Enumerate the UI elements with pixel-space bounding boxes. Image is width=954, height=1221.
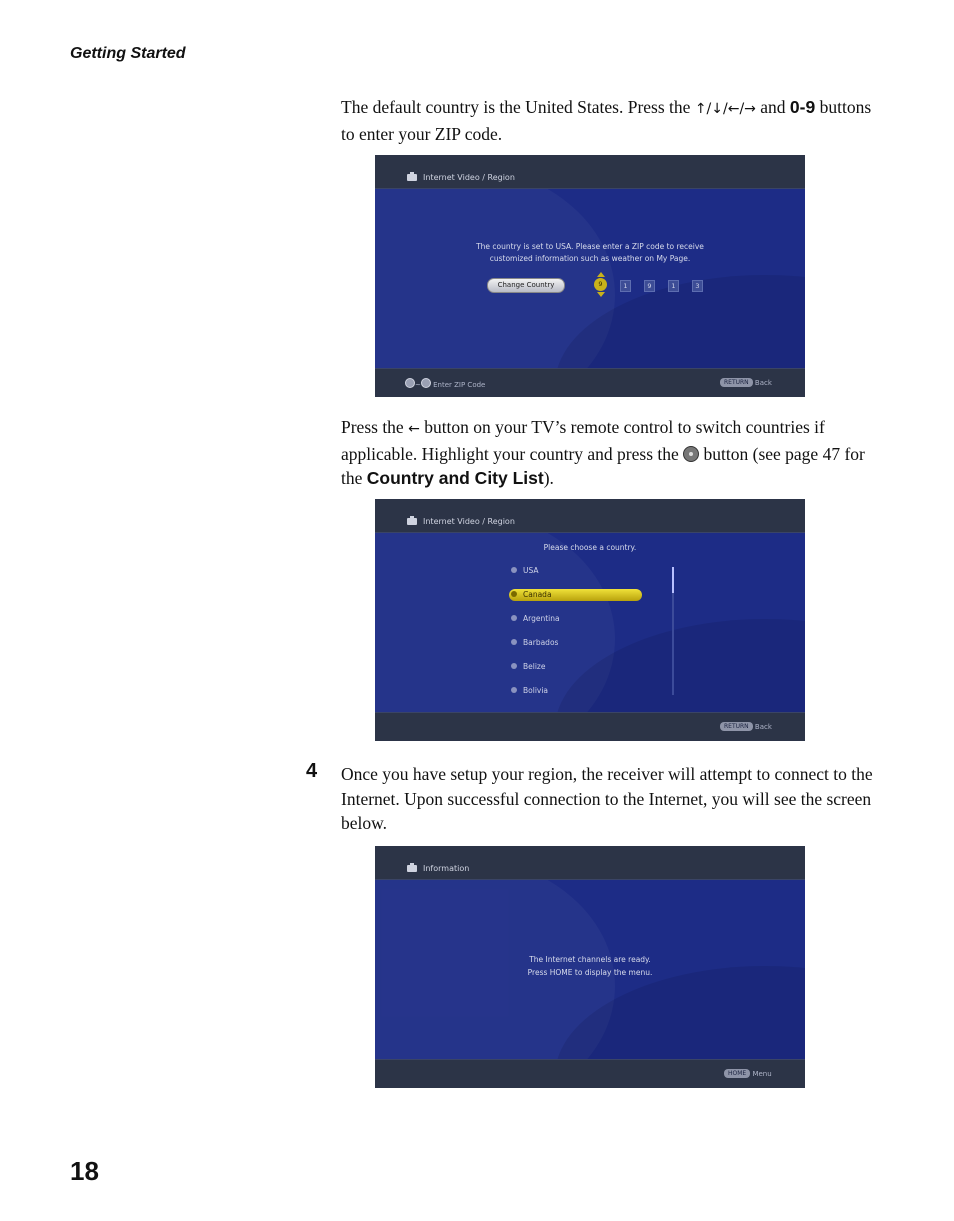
home-menu-hint: HOME Menu bbox=[724, 1069, 772, 1078]
toolbox-icon bbox=[407, 174, 417, 181]
return-key-tag: RETURN bbox=[720, 378, 753, 387]
number-key-icon bbox=[421, 378, 431, 388]
instruction-country: Press the ← button on your TV’s remote control to switch countries if applicable. Highlight your country and press the button (see page 47 for the Country and City List). bbox=[341, 417, 865, 488]
country-item-barbados[interactable]: Barbados bbox=[511, 637, 558, 649]
zip-digit-5[interactable]: 3 bbox=[692, 280, 703, 292]
zip-message-line2: customized information such as weather on My Page. bbox=[489, 254, 691, 263]
screen-title-bar bbox=[375, 846, 805, 880]
info-message-line2: Press HOME to display the menu. bbox=[527, 968, 653, 977]
country-item-argentina[interactable]: Argentina bbox=[511, 613, 560, 625]
enter-button-icon bbox=[683, 446, 699, 462]
zip-digit-4[interactable]: 1 bbox=[668, 280, 679, 292]
zip-message-line1: The country is set to USA. Please enter a ZIP code to receive bbox=[476, 242, 704, 251]
toolbox-icon bbox=[407, 518, 417, 525]
screenshot-information bbox=[375, 846, 805, 1088]
screenshot-country-list bbox=[375, 499, 805, 741]
change-country-button[interactable]: Change Country bbox=[487, 278, 565, 293]
arrow-buttons-icon: ↑/↓/←/→ bbox=[694, 101, 756, 117]
down-arrow-icon bbox=[597, 292, 605, 297]
country-item-usa[interactable]: USA bbox=[511, 565, 539, 577]
step-number: 4 bbox=[306, 760, 318, 782]
enter-zip-hint: ~ Enter ZIP Code bbox=[405, 378, 485, 389]
screen-footer bbox=[375, 368, 805, 397]
screen-title: Internet Video / Region bbox=[423, 517, 515, 526]
country-item-bolivia[interactable]: Bolivia bbox=[511, 685, 548, 697]
screen-footer bbox=[375, 1059, 805, 1088]
return-key-tag: RETURN bbox=[720, 722, 753, 731]
country-item-belize[interactable]: Belize bbox=[511, 661, 545, 673]
screen-title-bar bbox=[375, 499, 805, 533]
zip-digit-1[interactable]: 9 bbox=[594, 278, 607, 291]
up-arrow-icon bbox=[597, 272, 605, 277]
screen-title-bar bbox=[375, 155, 805, 189]
zip-digit-3[interactable]: 9 bbox=[644, 280, 655, 292]
toolbox-icon bbox=[407, 865, 417, 872]
home-key-tag: HOME bbox=[724, 1069, 750, 1078]
number-keys-label: 0-9 bbox=[789, 97, 816, 117]
left-arrow-icon: ← bbox=[408, 421, 420, 437]
country-prompt: Please choose a country. bbox=[543, 543, 637, 552]
instruction-zip: The default country is the United States. Press the ↑/↓/←/→ and 0-9 buttons to enter your ZIP code. bbox=[341, 97, 872, 144]
page-number: 18 bbox=[70, 1156, 99, 1186]
return-back-hint: RETURN Back bbox=[720, 722, 772, 731]
country-scrollbar[interactable] bbox=[672, 567, 674, 695]
section-header: Getting Started bbox=[70, 45, 186, 62]
country-item-canada[interactable]: Canada bbox=[509, 589, 642, 601]
step4-text: Once you have setup your region, the receiver will attempt to connect to the Internet. Upon successful connection to the Internet, you will see the screen below. bbox=[341, 764, 873, 833]
country-list-reference: Country and City List bbox=[366, 468, 544, 488]
number-key-icon bbox=[405, 378, 415, 388]
screen-title: Internet Video / Region bbox=[423, 173, 515, 182]
screen-footer bbox=[375, 712, 805, 741]
screen-title: Information bbox=[423, 864, 470, 873]
scrollbar-thumb[interactable] bbox=[672, 567, 674, 593]
zip-digit-2[interactable]: 1 bbox=[620, 280, 631, 292]
return-back-hint: RETURN Back bbox=[720, 378, 772, 387]
screenshot-zip-entry bbox=[375, 155, 805, 397]
info-message-line1: The Internet channels are ready. bbox=[529, 955, 651, 964]
